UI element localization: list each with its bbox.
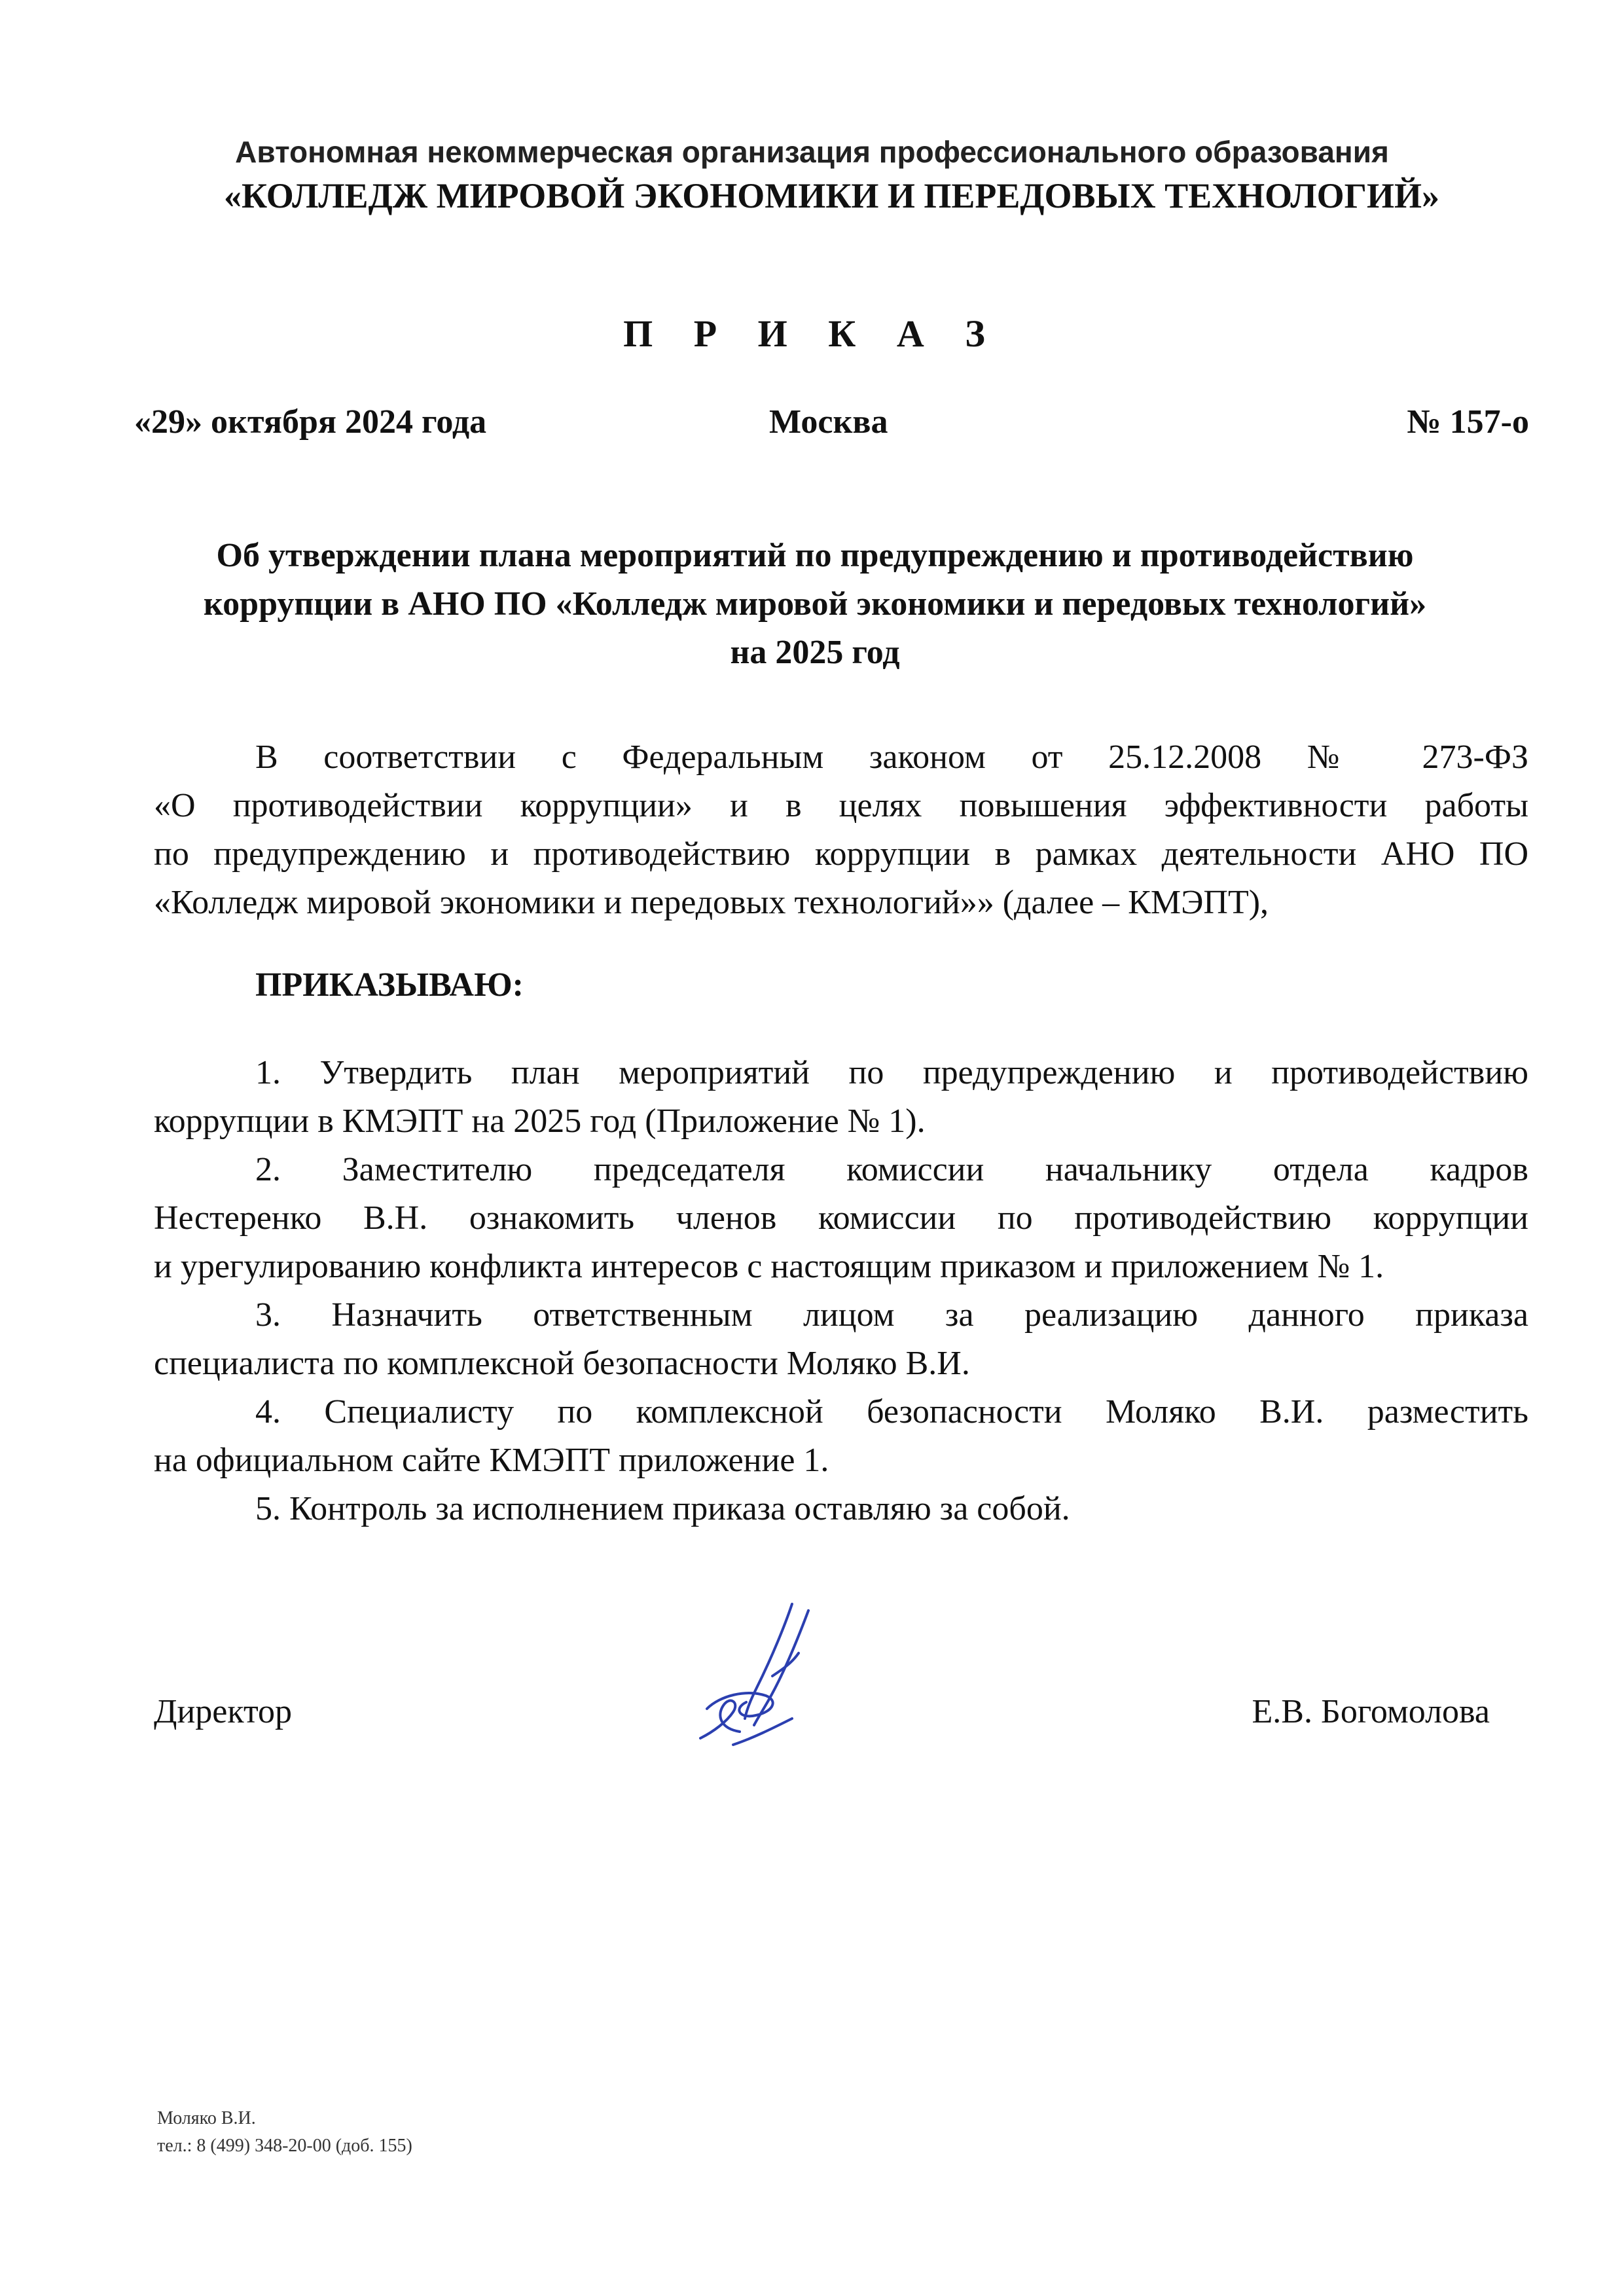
organization-name-line1: Автономная некоммерческая организация профессионального образования	[235, 135, 1389, 169]
item-line: 1. Утвердить план мероприятий по предупреждению и противодействию	[255, 1054, 1528, 1091]
preamble-line: В соответствии с Федеральным законом от 25.12.2008 № 273-ФЗ	[255, 738, 1528, 776]
subject-line: Об утверждении плана мероприятий по предупреждению и противодействию	[216, 537, 1414, 574]
order-item	[154, 1485, 1528, 1533]
order-item	[154, 1049, 1528, 1146]
item-line: на официальном сайте КМЭПТ приложение 1.	[154, 1442, 829, 1479]
order-items-list	[154, 1049, 1528, 1533]
signatory-name: Е.В. Богомолова	[1252, 1693, 1490, 1730]
order-item	[154, 1388, 1528, 1485]
subject-line: на 2025 год	[730, 634, 900, 671]
preamble-paragraph	[154, 733, 1528, 927]
item-line: специалиста по комплексной безопасности Моляко В.И.	[154, 1345, 970, 1382]
executor-name: Моляко В.И.	[157, 2108, 256, 2128]
command-heading: ПРИКАЗЫВАЮ:	[255, 966, 524, 1004]
item-line: коррупции в КМЭПТ на 2025 год (Приложение № 1).	[154, 1102, 926, 1140]
item-line: Нестеренко В.Н. ознакомить членов комиссии по противодействию коррупции	[154, 1199, 1528, 1237]
executor-phone: тел.: 8 (499) 348-20-00 (доб. 155)	[157, 2136, 412, 2156]
order-subject	[131, 532, 1499, 677]
preamble-line: «Колледж мировой экономики и передовых технологий»» (далее – КМЭПТ),	[154, 884, 1269, 921]
subject-line: коррупции в АНО ПО «Колледж мировой экономики и передовых технологий»	[203, 585, 1427, 623]
preamble-line: по предупреждению и противодействию коррупции в рамках деятельности АНО ПО	[154, 835, 1528, 873]
preamble-line: «О противодействии коррупции» и в целях повышения эффективности работы	[154, 787, 1528, 824]
organization-name-line2: «КОЛЛЕДЖ МИРОВОЙ ЭКОНОМИКИ И ПЕРЕДОВЫХ ТЕХНОЛОГИЙ»	[223, 176, 1440, 215]
item-line: 3. Назначить ответственным лицом за реализацию данного приказа	[255, 1296, 1528, 1334]
order-item	[154, 1146, 1528, 1291]
handwritten-signature	[694, 1597, 838, 1755]
item-line: 4. Специалисту по комплексной безопасности Моляко В.И. разместить	[255, 1393, 1528, 1430]
signatory-role: Директор	[154, 1693, 292, 1730]
item-line: и урегулированию конфликта интересов с настоящим приказом и приложением № 1.	[154, 1248, 1384, 1285]
document-type-title: П Р И К А З	[623, 312, 1001, 355]
order-city: Москва	[769, 403, 888, 441]
order-date: «29» октября 2024 года	[134, 403, 487, 441]
order-item	[154, 1291, 1528, 1388]
order-number: № 157-о	[1407, 403, 1529, 441]
item-line: 2. Заместителю председателя комиссии начальнику отдела кадров	[255, 1151, 1528, 1188]
item-line: 5. Контроль за исполнением приказа оставляю за собой.	[255, 1490, 1070, 1527]
